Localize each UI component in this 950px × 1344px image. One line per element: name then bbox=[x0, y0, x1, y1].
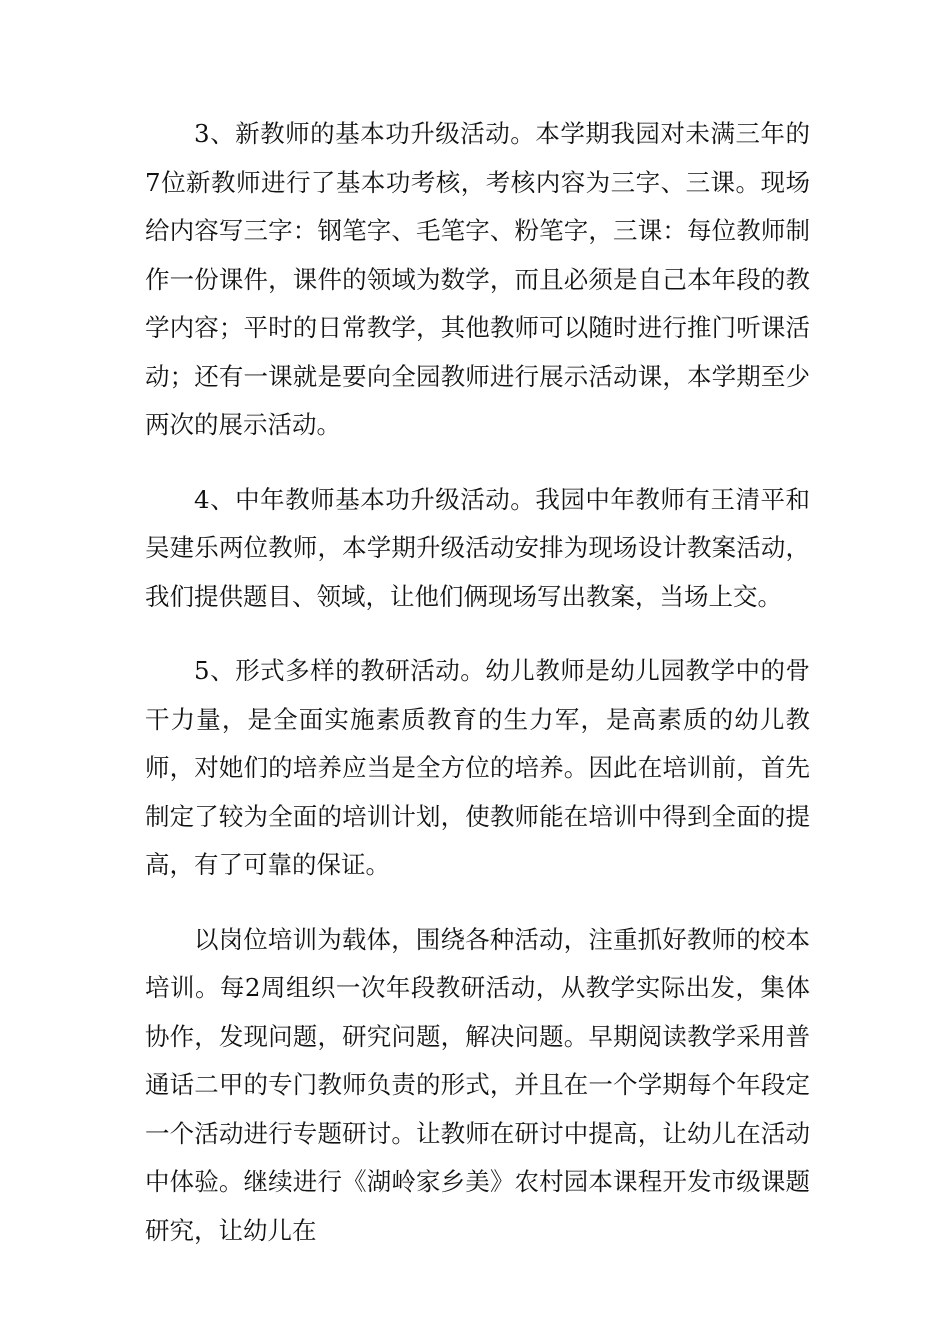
paragraph-teaching-research: 5、形式多样的教研活动。幼儿教师是幼儿园教学中的骨干力量，是全面实施素质教育的生力军，是高素质的幼儿教师，对她们的培养应当是全方位的培养。因此在培训前，首先制定了较为全面的培训计划，使教师能在培训中得到全面的提高，有了可靠的保证。 bbox=[145, 656, 810, 879]
paragraph-middle-aged-teacher-skills: 4、中年教师基本功升级活动。我园中年教师有王清平和吴建乐两位教师，本学期升级活动安排为现场设计教案活动，我们提供题目、领域，让他们俩现场写出教案，当场上交。 bbox=[145, 484, 810, 611]
document-page bbox=[145, 110, 810, 1281]
paragraph-post-training: 以岗位培训为载体，围绕各种活动，注重抓好教师的校本培训。每2周组织一次年段教研活动，从教学实际出发，集体协作，发现问题，研究问题，解决问题。早期阅读教学采用普通话二甲的专门教师负责的形式，并且在一个学期每个年段定一个活动进行专题研讨。让教师在研讨中提高，让幼儿在活动中体验。继续进行《湖岭家乡美》农村园本课程开发市级课题研究，让幼儿在 bbox=[145, 924, 810, 1245]
paragraph-new-teacher-skills: 3、新教师的基本功升级活动。本学期我园对未满三年的7位新教师进行了基本功考核，考核内容为三字、三课。现场给内容写三字：钢笔字、毛笔字、粉笔字，三课：每位教师制作一份课件，课件的领域为数学，而且必须是自己本年段的教学内容；平时的日常教学，其他教师可以随时进行推门听课活动；还有一课就是要向全园教师进行展示活动课，本学期至少两次的展示活动。 bbox=[145, 119, 810, 439]
